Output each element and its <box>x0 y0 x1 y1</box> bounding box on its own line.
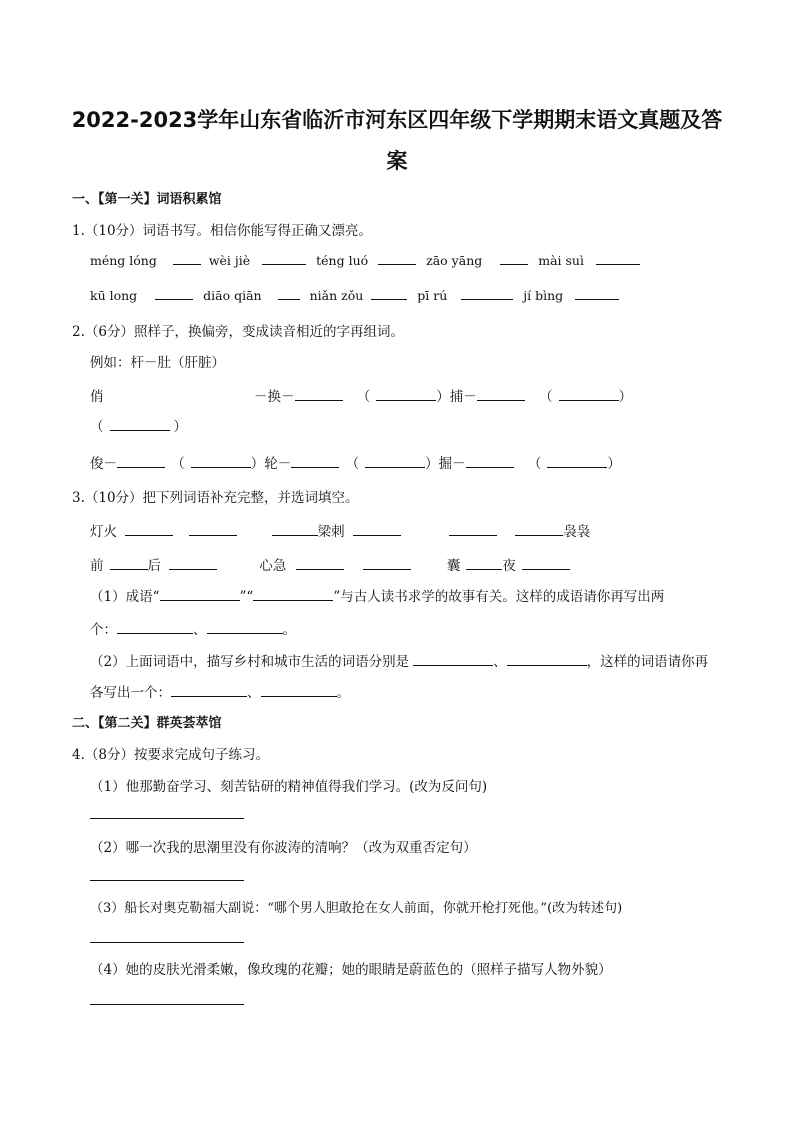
q4-item-4: （4）她的皮肤光滑柔嫩，像玫瑰的花瓣；她的眼睛是蔚蓝色的（照样子描写人物外貌） <box>90 962 612 978</box>
answer-blank[interactable] <box>466 456 514 468</box>
pinyin-item: zāo yāng <box>426 253 483 268</box>
pinyin-item: méng lóng <box>90 253 157 268</box>
answer-blank[interactable] <box>507 654 587 666</box>
answer-blank[interactable] <box>295 389 343 401</box>
answer-blank[interactable] <box>262 253 306 265</box>
answer-blank[interactable] <box>117 622 193 634</box>
question-2-stem: 2.（6分）照样子，换偏旁，变成读音相近的字再组词。 <box>72 324 404 340</box>
answer-blank[interactable] <box>189 524 237 536</box>
q4-item-2: （2）哪一次我的思潮里没有你波涛的清响？（改为双重否定句） <box>90 840 477 856</box>
answer-blank[interactable] <box>466 558 502 570</box>
answer-blank[interactable] <box>461 288 513 300</box>
answer-blank[interactable] <box>477 389 525 401</box>
section-heading-2: 二、【第二关】群英荟萃馆 <box>72 716 222 731</box>
q3-part-2-cont: 各写出一个： 、 。 <box>90 685 350 701</box>
page-title: 2022-2023学年山东省临沂市河东区四年级下学期期末语文真题及答 <box>71 108 723 132</box>
answer-blank[interactable] <box>207 622 283 634</box>
page-title-continued: 案 <box>386 149 408 173</box>
answer-blank[interactable] <box>261 685 337 697</box>
answer-blank[interactable] <box>363 558 411 570</box>
answer-blank[interactable] <box>522 558 570 570</box>
question-4-stem: 4.（8分）按要求完成句子练习。 <box>72 747 269 763</box>
q2-row1-sequence: －换－ （ ）捕－ （ ） <box>254 389 633 405</box>
answer-blank[interactable] <box>449 524 497 536</box>
answer-blank[interactable] <box>110 419 170 431</box>
answer-blank[interactable] <box>253 589 333 601</box>
answer-blank[interactable] <box>371 288 407 300</box>
q3-word-row-2: 前 后 心急 囊 夜 <box>90 554 570 574</box>
pinyin-item: mài suì <box>538 253 584 268</box>
answer-blank[interactable] <box>173 253 201 265</box>
answer-blank[interactable] <box>110 558 148 570</box>
pinyin-item: diāo qiān <box>203 288 262 303</box>
q3-word-row-1: 灯火 梁刺 袅袅 <box>90 524 591 540</box>
pinyin-item: wèi jiè <box>208 253 251 268</box>
answer-blank[interactable] <box>353 524 401 536</box>
pinyin-row-2 <box>90 288 619 303</box>
answer-blank[interactable] <box>169 558 217 570</box>
answer-blank[interactable] <box>117 456 165 468</box>
section-heading-1: 一、【第一关】词语积累馆 <box>72 192 222 207</box>
pinyin-item: niǎn zǒu <box>309 288 364 303</box>
q3-part-2: （2）上面词语中，描写乡村和城市生活的词语分别是 、 ，这样的词语请你再 <box>90 654 709 670</box>
answer-blank[interactable] <box>272 524 318 536</box>
q2-row3: 俊－ （ ）轮－ （ ）掘－ （ ） <box>90 456 621 472</box>
pinyin-item: kū long <box>90 288 138 303</box>
question-2-example: 例如：杆－肚（肝脏） <box>90 355 225 371</box>
answer-blank[interactable] <box>413 654 493 666</box>
pinyin-item: jí bìng <box>523 288 564 303</box>
answer-blank[interactable] <box>515 524 563 536</box>
question-1-stem: 1.（10分）词语书写。相信你能写得正确又漂亮。 <box>72 223 373 239</box>
answer-blank[interactable] <box>559 389 619 401</box>
question-3-stem: 3.（10分）把下列词语补充完整，并选词填空。 <box>72 490 359 506</box>
answer-line[interactable] <box>90 818 244 819</box>
answer-blank[interactable] <box>191 456 251 468</box>
answer-blank[interactable] <box>296 558 344 570</box>
pinyin-item: pī rú <box>417 288 448 303</box>
answer-blank[interactable] <box>596 253 640 265</box>
answer-line[interactable] <box>90 1004 244 1005</box>
q2-row2: （ ） <box>90 419 187 435</box>
q3-part-1: （1）成语“ ”“ ”与古人读书求学的故事有关。这样的成语请你再写出两 <box>90 589 665 605</box>
answer-blank[interactable] <box>171 685 247 697</box>
q3-part-1-cont: 个： 、 。 <box>90 622 296 638</box>
answer-blank[interactable] <box>575 288 619 300</box>
q4-item-3: （3）船长对奥克勒福大副说：“哪个男人胆敢抢在女人前面，你就开枪打死他。”(改为转述句) <box>90 901 623 916</box>
answer-blank[interactable] <box>376 389 436 401</box>
answer-blank[interactable] <box>160 589 240 601</box>
answer-blank[interactable] <box>291 456 339 468</box>
answer-blank[interactable] <box>125 524 173 536</box>
answer-blank[interactable] <box>155 288 193 300</box>
answer-line[interactable] <box>90 942 244 943</box>
answer-blank[interactable] <box>378 253 416 265</box>
answer-line[interactable] <box>90 880 244 881</box>
pinyin-row-1 <box>90 253 640 268</box>
q4-item-1: （1）他那勤奋学习、刻苦钻研的精神值得我们学习。(改为反问句) <box>90 779 488 795</box>
answer-blank[interactable] <box>547 456 607 468</box>
answer-blank[interactable] <box>278 288 300 300</box>
answer-blank[interactable] <box>365 456 425 468</box>
pinyin-item: téng luó <box>316 253 369 268</box>
char-qiao: 俏 <box>90 389 104 405</box>
answer-blank[interactable] <box>500 253 528 265</box>
